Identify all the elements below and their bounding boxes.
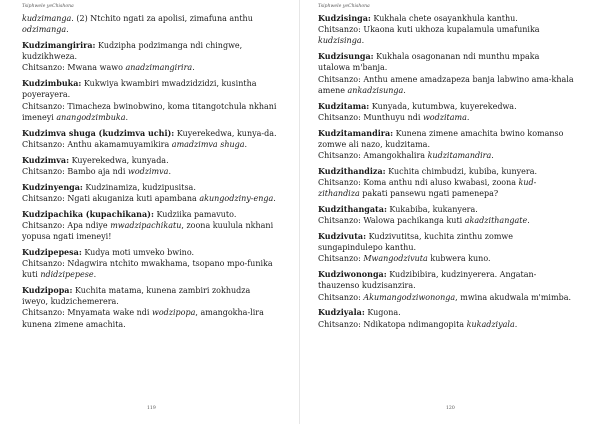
entry-definition	[22, 285, 278, 307]
entry-definition	[22, 209, 278, 220]
entry-example	[318, 319, 574, 330]
italic-word: ndidzipepese	[40, 270, 94, 280]
italic-word: kudzisinga	[318, 36, 362, 46]
italic-word: kudzitamandira	[427, 151, 492, 161]
entry-example	[22, 62, 278, 73]
headword: Kudzisinga:	[318, 13, 371, 23]
dictionary-entry	[22, 182, 278, 204]
entry-example	[318, 215, 574, 226]
entry-example	[22, 101, 278, 123]
left-entry-list	[22, 13, 278, 334]
entry-text: Kudzipha podzimanga ndi chingwe, kudzikhweza.	[22, 41, 243, 62]
entry-text: , zoona kuulula nkhani yopusa ngati imeneyi!	[22, 220, 274, 242]
entry-text: .	[93, 270, 97, 280]
entry-text: Chitsanzo:	[318, 292, 364, 302]
entry-text: .	[244, 139, 248, 149]
entry-text: Kuchita chimbudzi, kubiba, kunyera.	[385, 166, 538, 176]
entry-text: .	[403, 85, 406, 95]
entry-text: Chitsanzo: Apa ndiye	[22, 220, 111, 230]
entry-text: pakati pansewu ngati pamenepa?	[359, 189, 499, 199]
entry-text: Kudziika pamavuto.	[153, 209, 237, 219]
entry-text: Kuyerekedwa, kunyada.	[69, 155, 169, 165]
entry-text: Kudzibibira, kudzinyerera. Angatan-thauzenso kudzisanzira.	[318, 270, 537, 291]
entry-text: .	[168, 166, 171, 176]
entry-example	[318, 24, 574, 46]
entry-text: Kukwiya kwambiri mwadzidzidzi, kusintha poyerayera.	[22, 79, 257, 100]
italic-word: mwadzipachikatu	[110, 220, 182, 230]
entry-text: . (2) Ntchito ngati za apolisi, zimafuna anthu	[71, 14, 253, 23]
headword: Kudzipopa:	[22, 285, 73, 296]
entry-text: Chitsanzo: Bambo aja ndi	[22, 166, 128, 176]
entry-text: .	[466, 112, 470, 122]
entry-definition	[318, 204, 574, 215]
entry-text: Chitsanzo: Koma anthu ndi aluso kwabasi, zoona	[318, 178, 519, 188]
headword: Kudzitama:	[318, 100, 370, 111]
italic-word: kukadziyala	[466, 319, 515, 329]
italic-word: wodzimva	[128, 166, 169, 176]
entry-example	[318, 253, 574, 264]
entry-text: Kudzivutitsa, kuchita zinthu zomwe sungapindulepo kanthu.	[318, 232, 513, 253]
headword: Kudzithangata:	[318, 204, 387, 215]
entry-example	[22, 139, 278, 150]
headword: Kudzivuta:	[318, 231, 367, 242]
entry-text: Chitsanzo: Amangokhalira	[318, 151, 428, 161]
entry-example	[318, 292, 574, 303]
entry-text: Chitsanzo: Mnyamata wake ndi	[22, 308, 152, 318]
headword: Kudzimva shuga (kudzimva uchi):	[22, 127, 175, 138]
italic-word: akadzithangate	[464, 216, 528, 226]
entry-text: , amangokha-lira kunena zimene amachita.	[22, 308, 264, 329]
italic-word: wodzipopa	[151, 308, 196, 318]
dictionary-entry	[318, 231, 574, 265]
entry-text: Kunena zimene amachita bwino komanso zomwe ali nazo, kudzitama.	[318, 128, 564, 149]
dictionary-entry	[22, 247, 278, 281]
right-entry-list	[318, 13, 574, 334]
italic-word: Akumangodziwononga	[363, 292, 456, 302]
entry-text: Kukhala osagonanan ndi munthu mpaka utalowa m'banja.	[318, 52, 540, 73]
entry-definition	[318, 51, 574, 73]
entry-text: Chitsanzo: Ndagwira ntchito mwakhama, tsopano mpo-funika kuti	[22, 259, 273, 280]
entry-example	[22, 193, 278, 204]
entry-definition	[318, 269, 574, 291]
entry-definition	[22, 182, 278, 193]
italic-word: akungodziny-enga	[199, 193, 274, 203]
entry-definition	[22, 128, 278, 139]
entry-example	[22, 166, 278, 177]
entry-text: Chitsanzo: Ngati akuganiza kuti apambana	[22, 193, 200, 203]
entry-definition	[318, 101, 574, 112]
entry-example	[22, 307, 278, 329]
entry-text: .	[514, 319, 518, 329]
entry-example	[318, 177, 574, 199]
dictionary-entry	[22, 285, 278, 330]
entry-definition	[318, 231, 574, 253]
entry-text: Kukabiba, kukanyera.	[386, 205, 478, 215]
entry-text: Chitsanzo: Timacheza bwinobwino, koma titangotchula nkhani imeneyi	[22, 101, 277, 122]
entry-text: Kuchita matama, kunena zambiri zokhudza iweyo, kudzichemerera.	[22, 286, 251, 307]
dictionary-entry	[318, 51, 574, 96]
entry-text: Chitsanzo: Munthuyu ndi	[318, 112, 423, 122]
entry-text: Chitsanzo: Anthu amene amadzapeza banja labwino ama-khala amene	[318, 74, 574, 95]
entry-example	[22, 24, 278, 35]
headword: Kudziwononga:	[318, 269, 387, 280]
running-header-left: Tsiphwele yeChishona	[22, 4, 74, 9]
entry-definition	[318, 166, 574, 177]
dictionary-entry	[22, 155, 278, 177]
headword: Kudzitamandira:	[318, 127, 394, 138]
dictionary-entry	[318, 269, 574, 303]
entry-text: Chitsanzo: Ukaona kuti ukhoza kupalamula umafunika	[318, 25, 540, 35]
headword: Kudzimva:	[22, 154, 70, 165]
entry-text: Kuyerekedwa, kunya-da.	[174, 128, 277, 138]
entry-text: .	[491, 151, 494, 161]
italic-word: ankadzisunga	[347, 85, 404, 95]
entry-definition	[318, 13, 574, 24]
dictionary-entry	[22, 128, 278, 150]
entry-text: kubwera kuno.	[427, 254, 491, 264]
entry-text: .	[361, 36, 365, 46]
entry-definition	[22, 40, 278, 62]
entry-text: , mwina akudwala m'mimba.	[455, 292, 572, 302]
entry-example	[318, 150, 574, 161]
italic-word: Mwangodzivuta	[363, 254, 428, 264]
entry-definition	[318, 128, 574, 150]
italic-word: amadzimva shuga	[171, 139, 245, 149]
entry-text: Kudzinamiza, kudzipusitsa.	[82, 182, 196, 192]
italic-word: odzimanga	[22, 25, 67, 35]
entry-text: .	[273, 193, 276, 203]
dictionary-entry	[318, 101, 574, 123]
dictionary-entry	[22, 78, 278, 123]
entry-text: .	[66, 25, 69, 35]
entry-text: Kudya moti umveko bwino.	[81, 247, 195, 257]
entry-example	[318, 74, 574, 96]
entry-text: Chitsanzo: Ndikatopa ndimangopita	[318, 319, 467, 329]
entry-example	[318, 112, 574, 123]
page-number-right: 120	[446, 406, 455, 411]
page-number-left: 119	[147, 406, 156, 411]
running-header-right: Tsiphwele yeChishona	[318, 4, 370, 9]
italic-word: anadzimangirira	[125, 63, 193, 73]
entry-text: .	[192, 63, 195, 73]
dictionary-entry	[22, 209, 278, 243]
entry-definition	[22, 247, 278, 258]
entry-definition	[22, 155, 278, 166]
entry-definition	[318, 307, 574, 318]
dictionary-entry	[318, 13, 574, 47]
entry-text: Chitsanzo: Anthu akamamuyamikira	[22, 139, 172, 149]
italic-word: wodzitama	[422, 112, 467, 122]
entry-text: Kukhala chete osayankhula kanthu.	[370, 14, 518, 23]
headword: Kudziyala:	[318, 307, 365, 318]
headword: Kudzimbuka:	[22, 78, 82, 89]
italic-word: kudzimanga	[22, 14, 72, 23]
entry-text: Kugona.	[364, 308, 401, 318]
italic-word: kud-zithandiza	[318, 178, 537, 199]
entry-definition	[22, 13, 278, 24]
dictionary-entry	[318, 128, 574, 162]
dictionary-entry	[318, 166, 574, 200]
dictionary-entry	[318, 204, 574, 226]
dictionary-entry	[22, 13, 278, 35]
headword: Kudzithandiza:	[318, 165, 386, 176]
headword: Kudzipachika (kupachikana):	[22, 208, 154, 219]
entry-example	[22, 220, 278, 242]
entry-text: .	[125, 112, 129, 122]
headword: Kudzipepesa:	[22, 246, 82, 257]
headword: Kudzimangirira:	[22, 40, 96, 50]
entry-text: Chitsanzo: Mwana wawo	[22, 63, 126, 73]
entry-text: .	[527, 216, 530, 226]
headword: Kudzinyenga:	[22, 181, 83, 192]
entry-text: Chitsanzo: Walowa pachikanga kuti	[318, 216, 465, 226]
entry-definition	[22, 78, 278, 100]
dictionary-entry	[22, 40, 278, 74]
entry-text: Kunyada, kutumbwa, kuyerekedwa.	[369, 101, 517, 111]
entry-text: Chitsanzo:	[318, 254, 364, 264]
headword: Kudzisunga:	[318, 51, 374, 62]
entry-example	[22, 258, 278, 280]
italic-word: anangodzimbuka	[56, 112, 126, 122]
dictionary-entry	[318, 307, 574, 329]
